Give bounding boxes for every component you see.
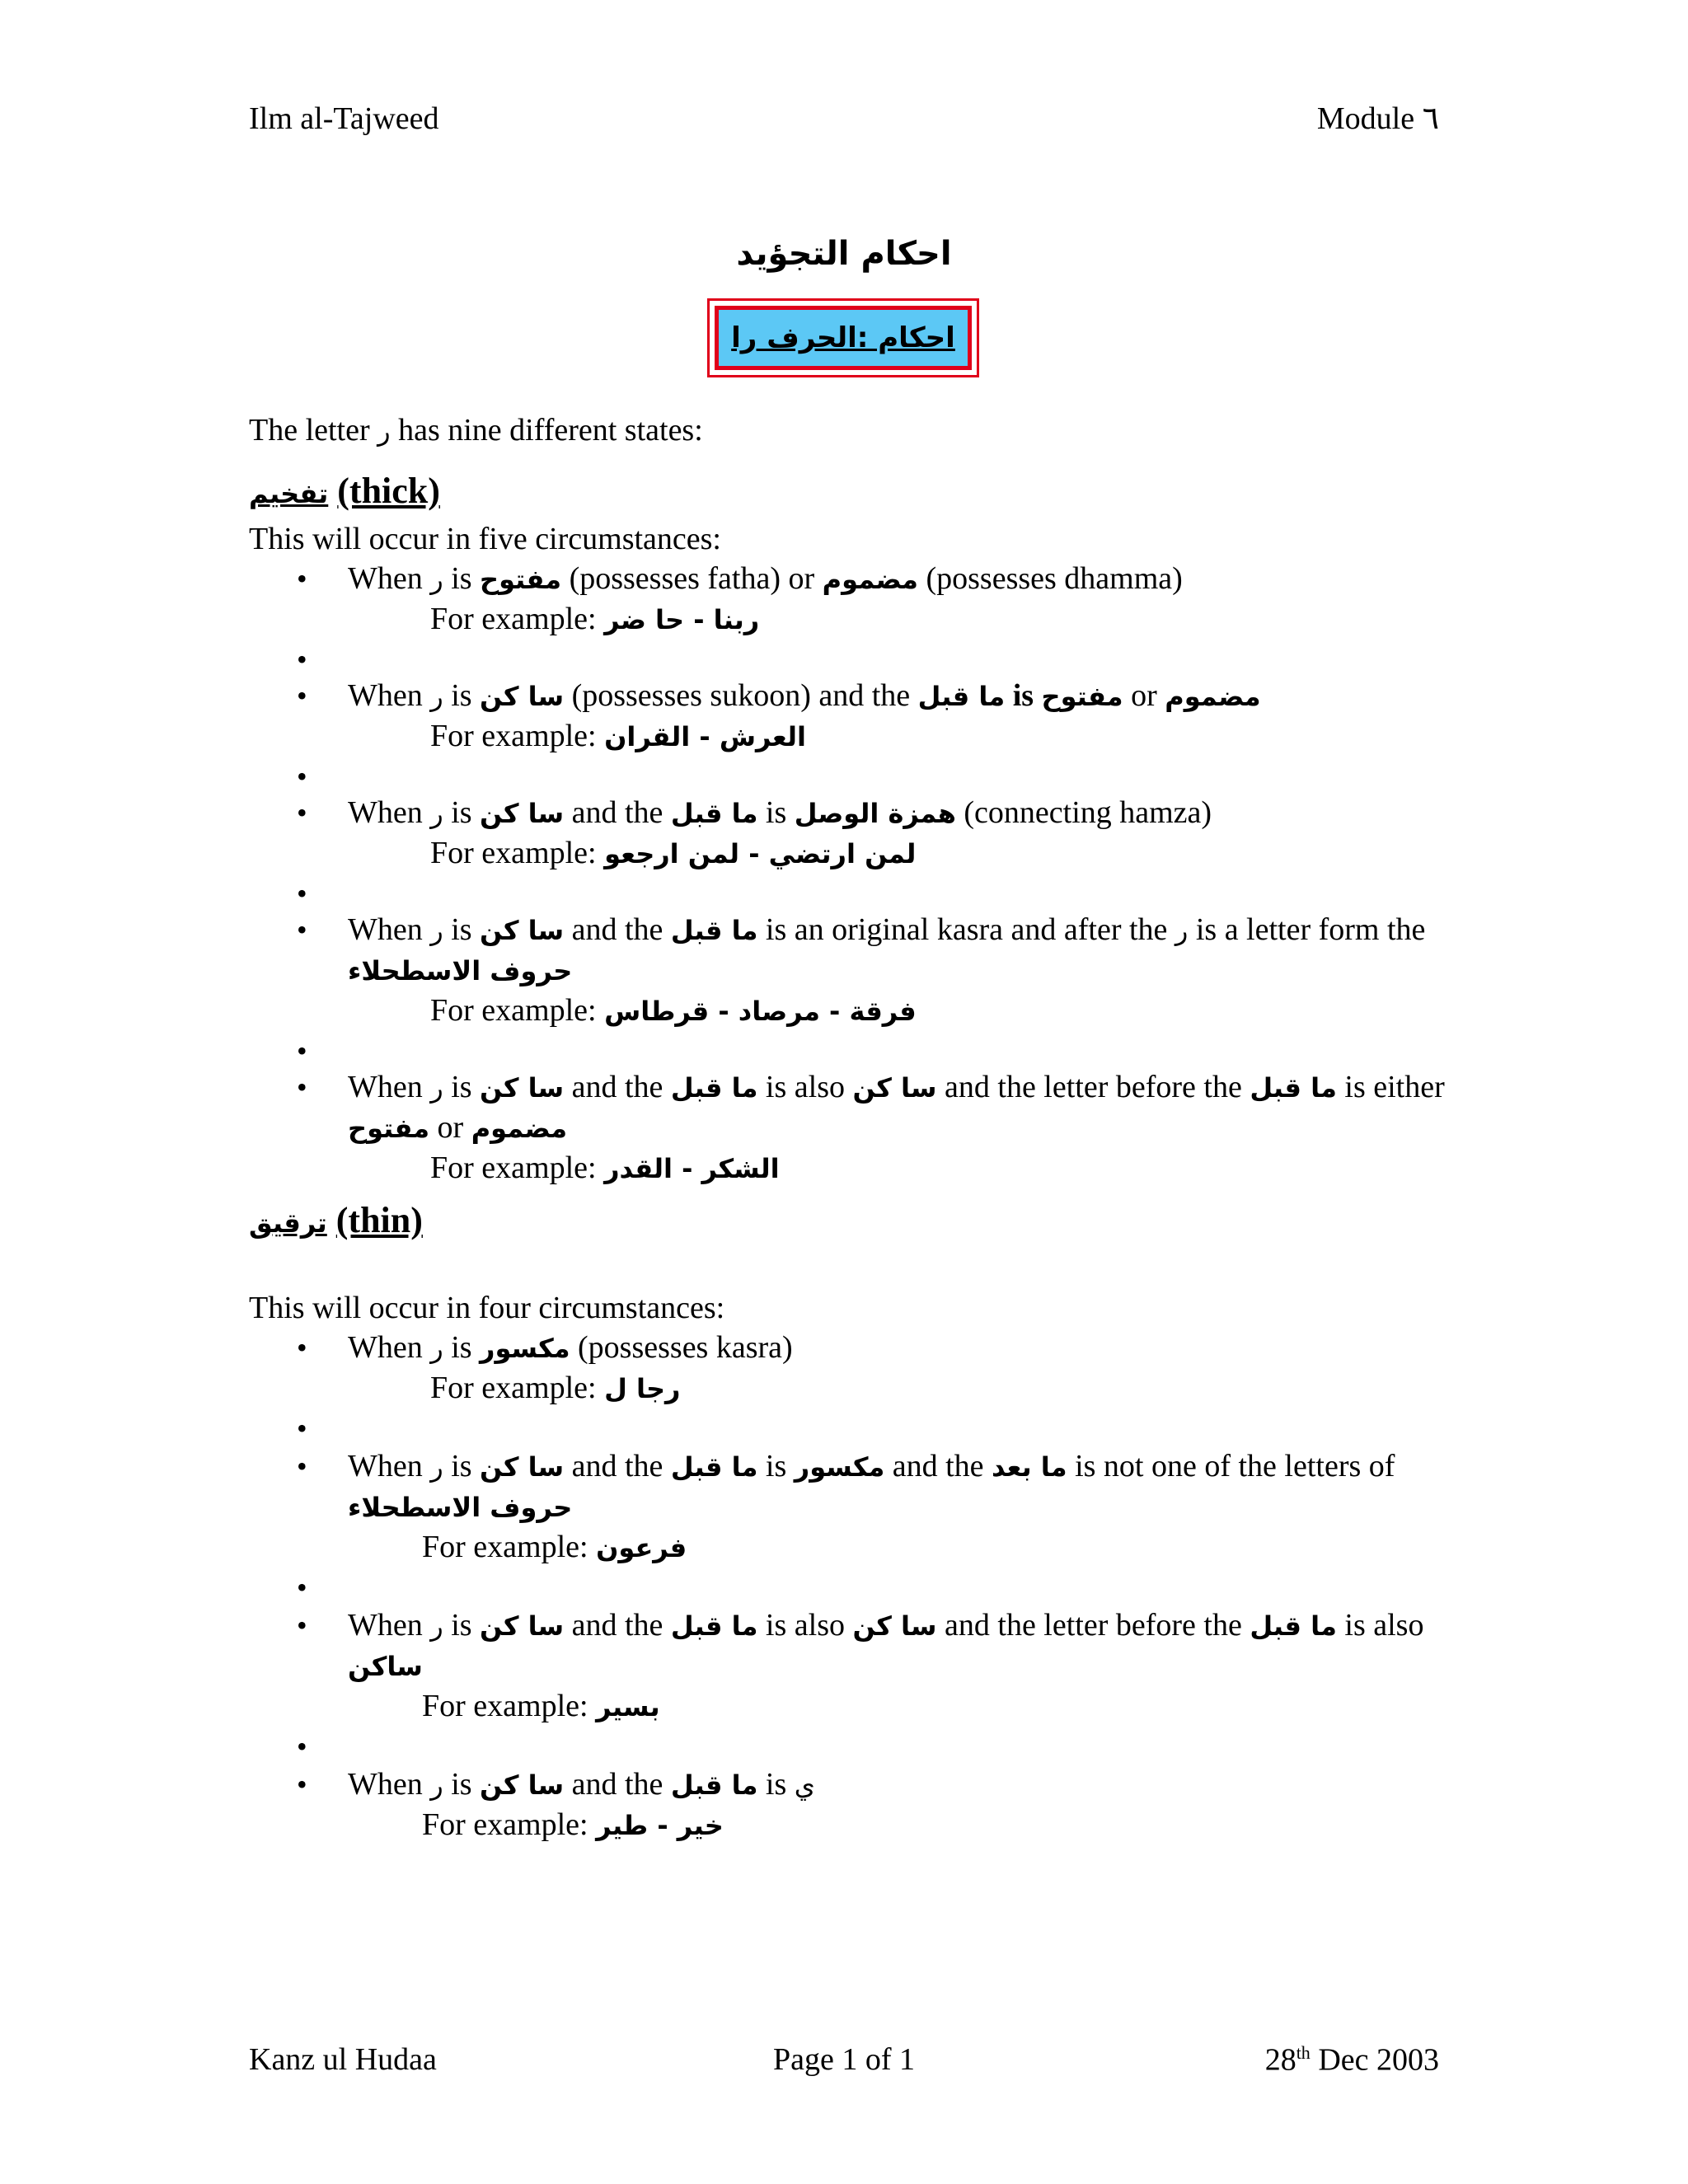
- intro-before: The letter: [249, 413, 370, 448]
- rule-arabic: مكسور: [480, 1333, 570, 1364]
- example-label: For example:: [422, 1689, 588, 1723]
- rule-letter: ر: [430, 564, 443, 595]
- rule-word: and the: [571, 1449, 663, 1483]
- rule-word: When: [348, 678, 423, 713]
- rule-letter: ر: [430, 1333, 443, 1364]
- rule-word: and the: [571, 912, 663, 947]
- thin-subtitle: This will occur in four circumstances:: [249, 1291, 725, 1325]
- footer-left: Kanz ul Hudaa: [249, 2042, 437, 2077]
- rule-word: is also: [765, 1608, 845, 1643]
- example-label: For example:: [430, 836, 597, 870]
- rule-arabic: سا كن: [480, 681, 565, 712]
- example-arabic: ربنا - حا ضر: [604, 604, 760, 635]
- rule-arabic: حروف الاسطحلاء: [348, 1492, 573, 1523]
- rule-word: and the: [571, 1608, 663, 1643]
- rule-word: is: [451, 1330, 472, 1365]
- rule-text: [348, 676, 1452, 716]
- section-thick-heading: [249, 469, 1452, 516]
- rule-arabic: مفتوح: [348, 1113, 430, 1144]
- rule-arabic: ما قبل: [670, 915, 758, 946]
- rule-word: (possesses sukoon) and the: [571, 678, 911, 713]
- thin-rule-1: [249, 1328, 1452, 1408]
- thick-subtitle: This will occur in five circumstances:: [249, 522, 721, 556]
- rule-word: is either: [1344, 1070, 1445, 1104]
- rule-arabic: سا كن: [480, 1610, 565, 1642]
- title-box-inner: [715, 306, 972, 370]
- rule-word: and the letter before the: [945, 1608, 1242, 1643]
- rule-letter: ر: [430, 915, 443, 946]
- rule-arabic: همزة الوصل: [794, 798, 956, 829]
- rule-example: [348, 1686, 1452, 1727]
- example-arabic: خير - طير: [596, 1810, 724, 1841]
- rule-arabic: سا كن: [480, 915, 565, 946]
- header-left: Ilm al-Tajweed: [249, 101, 439, 136]
- rule-word: or: [437, 1110, 464, 1145]
- rule-word: When: [348, 1070, 423, 1104]
- rule-word: is: [451, 795, 472, 830]
- rule-word: and the letter before the: [945, 1070, 1242, 1104]
- thin-rules-list: [249, 1328, 1452, 1845]
- rule-word: (connecting hamza): [964, 795, 1212, 830]
- rule-text: [348, 559, 1452, 599]
- intro-letter: ر: [377, 415, 391, 447]
- thin-rule-3: [249, 1605, 1452, 1727]
- rule-word: or: [1131, 678, 1157, 713]
- rule-text: [348, 793, 1452, 833]
- rule-arabic: مكسور: [794, 1451, 885, 1483]
- rule-letter: ر: [430, 681, 443, 712]
- rule-letter: ر: [430, 1072, 443, 1104]
- example-arabic: فرعون: [596, 1532, 687, 1563]
- rule-example: [348, 991, 1452, 1031]
- rule-arabic: مفتوح: [1041, 681, 1123, 712]
- spacer: [249, 640, 1452, 676]
- example-label: For example:: [422, 1807, 588, 1842]
- rule-arabic: سا كن: [480, 1072, 565, 1104]
- rule-arabic: ما قبل: [670, 1769, 758, 1801]
- rule-arabic: ما قبل: [917, 681, 1006, 712]
- rule-arabic: سا كن: [852, 1072, 937, 1104]
- header-right: Module ٦: [1316, 101, 1439, 136]
- rule-word: is: [451, 1070, 472, 1104]
- rule-example: [348, 833, 1452, 874]
- rule-letter: ر: [430, 1610, 443, 1642]
- footer-date-rest: Dec 2003: [1318, 2042, 1439, 2078]
- rule-text: [348, 1446, 1452, 1527]
- page-title: احكام التجؤيد: [736, 235, 952, 273]
- rule-arabic: سا كن: [480, 1769, 565, 1801]
- rule-word: is: [765, 1449, 787, 1483]
- rule-word: and the: [892, 1449, 984, 1483]
- thick-rule-2: [249, 676, 1452, 757]
- main-content: [249, 410, 1452, 1845]
- example-arabic: رجا ل: [604, 1373, 681, 1404]
- example-arabic: لمن ارتضي - لمن ارجعو: [604, 838, 917, 869]
- rule-word: is: [451, 561, 472, 596]
- spacer: [249, 1568, 1452, 1605]
- rule-word: When: [348, 1608, 423, 1643]
- rule-word: and the: [571, 795, 663, 830]
- rule-word: is not one of the letters of: [1075, 1449, 1395, 1483]
- example-label: For example:: [430, 602, 597, 636]
- rule-example: [348, 716, 1452, 757]
- thin-rule-4: [249, 1765, 1452, 1845]
- rule-text: [348, 1765, 1452, 1805]
- rule-word: is: [1012, 678, 1034, 713]
- thick-english: (thick): [337, 471, 440, 511]
- footer-date-suffix: th: [1296, 2042, 1311, 2063]
- rule-example: [348, 1148, 1452, 1188]
- example-label: For example:: [430, 719, 597, 753]
- rule-arabic: سا كن: [480, 1451, 565, 1483]
- thick-rule-1: [249, 559, 1452, 640]
- rule-text: [348, 1067, 1452, 1148]
- spacer: [249, 757, 1452, 793]
- rule-word: (possesses dhamma): [926, 561, 1183, 596]
- example-label: For example:: [430, 993, 597, 1028]
- rule-letter: ر: [430, 798, 443, 829]
- rule-arabic: ساكن: [348, 1651, 423, 1682]
- spacer: [249, 1031, 1452, 1067]
- thick-arabic: تفخيم: [249, 478, 329, 509]
- title-box: [707, 298, 979, 377]
- rule-word: is: [451, 1449, 472, 1483]
- example-label: For example:: [430, 1151, 597, 1185]
- rule-word: (possesses fatha) or: [569, 561, 815, 596]
- rule-word: is: [451, 678, 472, 713]
- footer-date-day: 28: [1264, 2042, 1296, 2078]
- thick-rule-3: [249, 793, 1452, 874]
- rule-text: [348, 910, 1452, 991]
- section-thin-heading: [249, 1198, 1452, 1245]
- rule-word: is also: [765, 1070, 845, 1104]
- thick-rule-5: [249, 1067, 1452, 1188]
- spacer: [249, 1727, 1452, 1765]
- rule-letter: ي: [794, 1769, 815, 1801]
- rule-word: (possesses kasra): [578, 1330, 793, 1365]
- rule-letter: ر: [1175, 915, 1189, 946]
- example-arabic: بسير: [596, 1691, 660, 1722]
- rule-text: [348, 1328, 1452, 1368]
- thin-arabic: ترقيق: [249, 1207, 327, 1239]
- example-arabic: فرقة - مرصاد - قرطاس: [604, 996, 917, 1027]
- rule-word: is also: [1344, 1608, 1424, 1643]
- thin-rule-2: [249, 1446, 1452, 1568]
- rule-arabic: ما قبل: [1250, 1072, 1337, 1104]
- intro-after: has nine different states:: [398, 413, 703, 448]
- rule-arabic: حروف الاسطحلاء: [348, 955, 573, 987]
- rule-arabic: ما بعد: [992, 1451, 1067, 1483]
- thin-english: (thin): [335, 1200, 423, 1240]
- rule-word: and the: [571, 1767, 663, 1802]
- rule-word: is: [451, 1767, 472, 1802]
- rule-arabic: مفتوح: [480, 564, 562, 595]
- title-box-label: احكام :الحرف را: [731, 321, 955, 354]
- rule-word: When: [348, 1767, 423, 1802]
- rule-text: [348, 1605, 1452, 1686]
- rule-arabic: سا كن: [480, 798, 565, 829]
- footer-page-number: Page 1 of 1: [772, 2042, 916, 2077]
- thick-rule-4: [249, 910, 1452, 1031]
- rule-word: When: [348, 1330, 423, 1365]
- rule-word: is an original kasra and after the: [765, 912, 1168, 947]
- rule-arabic: ما قبل: [670, 1451, 758, 1483]
- rule-arabic: ما قبل: [670, 1072, 758, 1104]
- rule-arabic: مضموم: [1165, 681, 1261, 712]
- rule-word: When: [348, 795, 423, 830]
- rule-example: [348, 1527, 1452, 1568]
- footer-date: [1265, 2044, 1439, 2076]
- rule-word: When: [348, 1449, 423, 1483]
- rule-arabic: مضموم: [471, 1113, 567, 1144]
- rule-word: When: [348, 912, 423, 947]
- spacer: [249, 1408, 1452, 1446]
- example-arabic: الشكر - القدر: [604, 1153, 780, 1184]
- rule-word: is: [765, 795, 787, 830]
- rule-word: is: [765, 1767, 787, 1802]
- rule-example: [348, 1368, 1452, 1408]
- rule-word: is a letter form the: [1195, 912, 1426, 947]
- rule-word: When: [348, 561, 423, 596]
- rule-arabic: سا كن: [852, 1610, 937, 1642]
- rule-example: [348, 1805, 1452, 1845]
- rule-word: is: [451, 912, 472, 947]
- example-arabic: العرش - القران: [604, 721, 806, 752]
- rule-example: [348, 599, 1452, 640]
- rule-arabic: ما قبل: [670, 798, 758, 829]
- intro-line: [249, 410, 1452, 451]
- rule-arabic: ما قبل: [670, 1610, 758, 1642]
- rule-arabic: مضموم: [822, 564, 918, 595]
- rule-arabic: ما قبل: [1250, 1610, 1337, 1642]
- example-label: For example:: [422, 1530, 588, 1564]
- example-label: For example:: [430, 1371, 597, 1405]
- rule-word: and the: [571, 1070, 663, 1104]
- thick-rules-list: [249, 559, 1452, 1188]
- spacer: [249, 874, 1452, 910]
- rule-word: is: [451, 1608, 472, 1643]
- rule-letter: ر: [430, 1451, 443, 1483]
- rule-letter: ر: [430, 1769, 443, 1801]
